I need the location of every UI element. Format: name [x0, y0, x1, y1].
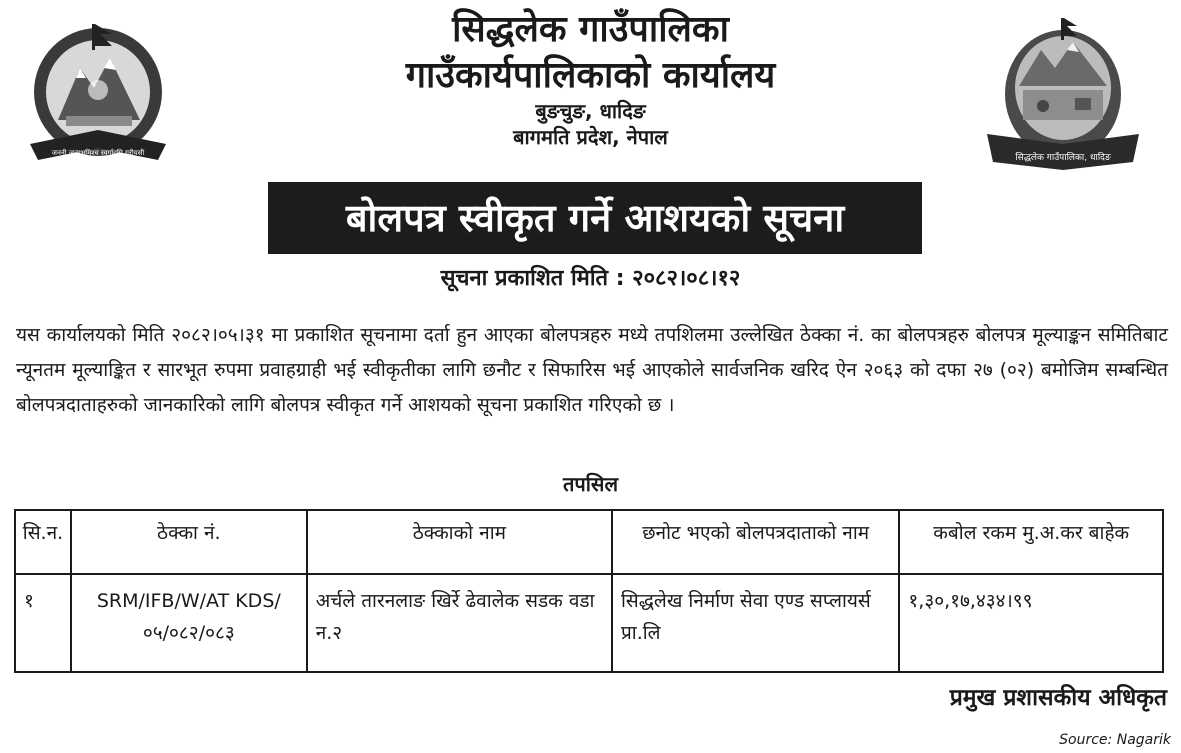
header-bidder: छनोट भएको बोलपत्रदाताको नाम — [612, 510, 899, 574]
municipality-name: सिद्धलेक गाउँपालिका — [452, 9, 729, 50]
cell-amount: १,३०,१७,४३४।९९ — [899, 574, 1163, 672]
table-heading: तपसिल — [562, 472, 619, 496]
cell-sn: १ — [15, 574, 71, 672]
notice-title: बोलपत्र स्वीकृत गर्ने आशयको सूचना — [268, 182, 922, 254]
signatory-title: प्रमुख प्रशासकीय अधिकृत — [949, 685, 1167, 711]
office-header — [0, 6, 1181, 150]
cell-contract-name: अर्चले तारनलाङ खिर्रे ढेवालेक सडक वडा न.२ — [307, 574, 612, 672]
table-row — [15, 574, 1163, 672]
publish-date: सूचना प्रकाशित मिति : २०८२।०८।१२ — [440, 266, 741, 291]
header-amount: कबोल रकम मु.अ.कर बाहेक — [899, 510, 1163, 574]
source-credit: Source: Nagarik — [1059, 732, 1171, 748]
bid-table — [14, 509, 1164, 673]
office-location: बुङचुङ, धादिङ — [535, 99, 646, 123]
emblem-motto: जननी जन्मभूमिश्च स्वर्गादपि गरीयसी — [51, 149, 145, 157]
office-province: बागमति प्रदेश, नेपाल — [513, 125, 668, 149]
notice-body: यस कार्यालयको मिति २०८२।०५।३१ मा प्रकाशित सूचनामा दर्ता हुन आएका बोलपत्रहरु मध्ये तपशिलमा उल्लेखित ठेक्का नं. का बोलपत्रहरु बोलपत्र मूल्याङ्कन समितिबाट न्यूनतम मूल्याङ्कित र सारभूत रुपमा प्रवाहग्राही भई स्वीकृतीका लागि छनौट र सिफारिस भई आएकोले सार्वजनिक खरिद ऐन २०६३ को दफा २७ (०२) बमोजिम सम्बन्धित बोलपत्रदाताहरुको जानकारिको लागि बोलपत्र स्वीकृत गर्ने आशयको सूचना प्रकाशित गरिएको छ । — [16, 324, 1168, 416]
header-contract-no: ठेक्का नं. — [71, 510, 307, 574]
cell-bidder: सिद्धलेख निर्माण सेवा एण्ड सप्लायर्स प्रा.लि — [612, 574, 899, 672]
office-name: गाउँकार्यपालिकाको कार्यालय — [405, 55, 776, 96]
header-contract-name: ठेक्काको नाम — [307, 510, 612, 574]
header-sn: सि.न. — [15, 510, 71, 574]
municipality-banner: सिद्धलेक गाउँपालिका, धादिङ — [1015, 153, 1111, 163]
cell-contract-no: SRM/IFB/W/AT KDS/०५/०८२/०८३ — [71, 574, 307, 672]
table-header-row — [15, 510, 1163, 574]
